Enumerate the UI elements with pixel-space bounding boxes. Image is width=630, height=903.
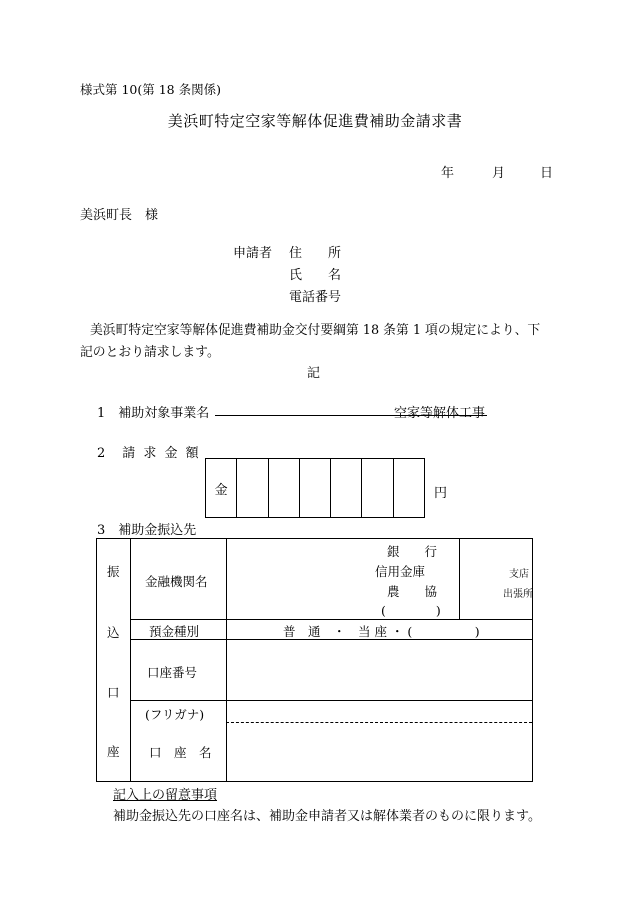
amount-prefix: 金 bbox=[214, 482, 228, 498]
side-label-char: 座 bbox=[107, 744, 120, 759]
side-label-char: 口 bbox=[107, 685, 120, 700]
transfer-destination-label: 3 補助金振込先 bbox=[97, 523, 197, 538]
applicant-label: 申請者 bbox=[233, 246, 273, 261]
project-name-value: 空家等解体工事 bbox=[394, 406, 486, 421]
branch-type-option[interactable]: 出張所 bbox=[503, 589, 533, 600]
amount-digit-cell[interactable] bbox=[393, 459, 424, 517]
amount-box bbox=[205, 458, 425, 518]
table-divider bbox=[130, 619, 532, 620]
amount-digit-cell[interactable] bbox=[299, 459, 330, 517]
branch-type-option[interactable]: 支店 bbox=[509, 569, 529, 580]
amount-digit-cell[interactable] bbox=[236, 459, 267, 517]
amount-label: 2 請 求 金 額 bbox=[97, 446, 201, 461]
document-title: 美浜町特定空家等解体促進費補助金請求書 bbox=[167, 112, 463, 130]
body-text: 美浜町特定空家等解体促進費補助金交付要綱第 18 条第 1 項の規定により、下記のとおり請求します。 bbox=[80, 323, 541, 360]
amount-digit-cell[interactable] bbox=[330, 459, 361, 517]
notes-text: 補助金振込先の口座名は、補助金申請者又は解体業者のものに限ります。 bbox=[113, 809, 541, 824]
date-year-label: 年 bbox=[441, 166, 455, 181]
bank-account-table bbox=[96, 538, 533, 782]
phone-label: 電話番号 bbox=[289, 290, 342, 305]
bank-type-option[interactable]: 農 協 bbox=[387, 584, 438, 599]
side-label-char: 振 bbox=[107, 564, 120, 579]
account-name-label: 口 座 名 bbox=[149, 745, 212, 760]
account-number-label: 口座番号 bbox=[147, 665, 198, 680]
name-label: 氏 名 bbox=[289, 268, 342, 283]
bank-type-option[interactable]: ( ) bbox=[381, 603, 441, 618]
bank-type-option[interactable]: 信用金庫 bbox=[375, 564, 426, 579]
date-month-label: 月 bbox=[492, 166, 506, 181]
amount-digit-cell[interactable] bbox=[361, 459, 392, 517]
date-day-label: 日 bbox=[540, 166, 554, 181]
side-label-char: 込 bbox=[107, 625, 120, 640]
table-divider bbox=[226, 539, 227, 781]
addressee: 美浜町長 様 bbox=[80, 208, 159, 223]
form-number: 様式第 10(第 18 条関係) bbox=[80, 82, 221, 97]
deposit-type-label: 預金種別 bbox=[149, 624, 200, 639]
table-divider bbox=[130, 539, 131, 781]
institution-label: 金融機関名 bbox=[145, 574, 208, 589]
furigana-label: (フリガナ) bbox=[145, 707, 205, 722]
deposit-type-options[interactable]: 普 通 ・ 当 座 ・ ( ) bbox=[283, 624, 480, 639]
table-divider bbox=[130, 700, 532, 701]
notes-title: 記入上の留意事項 bbox=[113, 788, 218, 803]
table-divider bbox=[459, 539, 460, 619]
furigana-dashed-line bbox=[226, 722, 532, 723]
ki-label: 記 bbox=[307, 366, 321, 381]
project-name-label: 1 補助対象事業名 bbox=[97, 406, 210, 421]
bank-type-option[interactable]: 銀 行 bbox=[387, 544, 438, 559]
amount-digit-cell[interactable] bbox=[268, 459, 299, 517]
address-label: 住 所 bbox=[289, 246, 342, 261]
yen-label: 円 bbox=[434, 486, 448, 501]
